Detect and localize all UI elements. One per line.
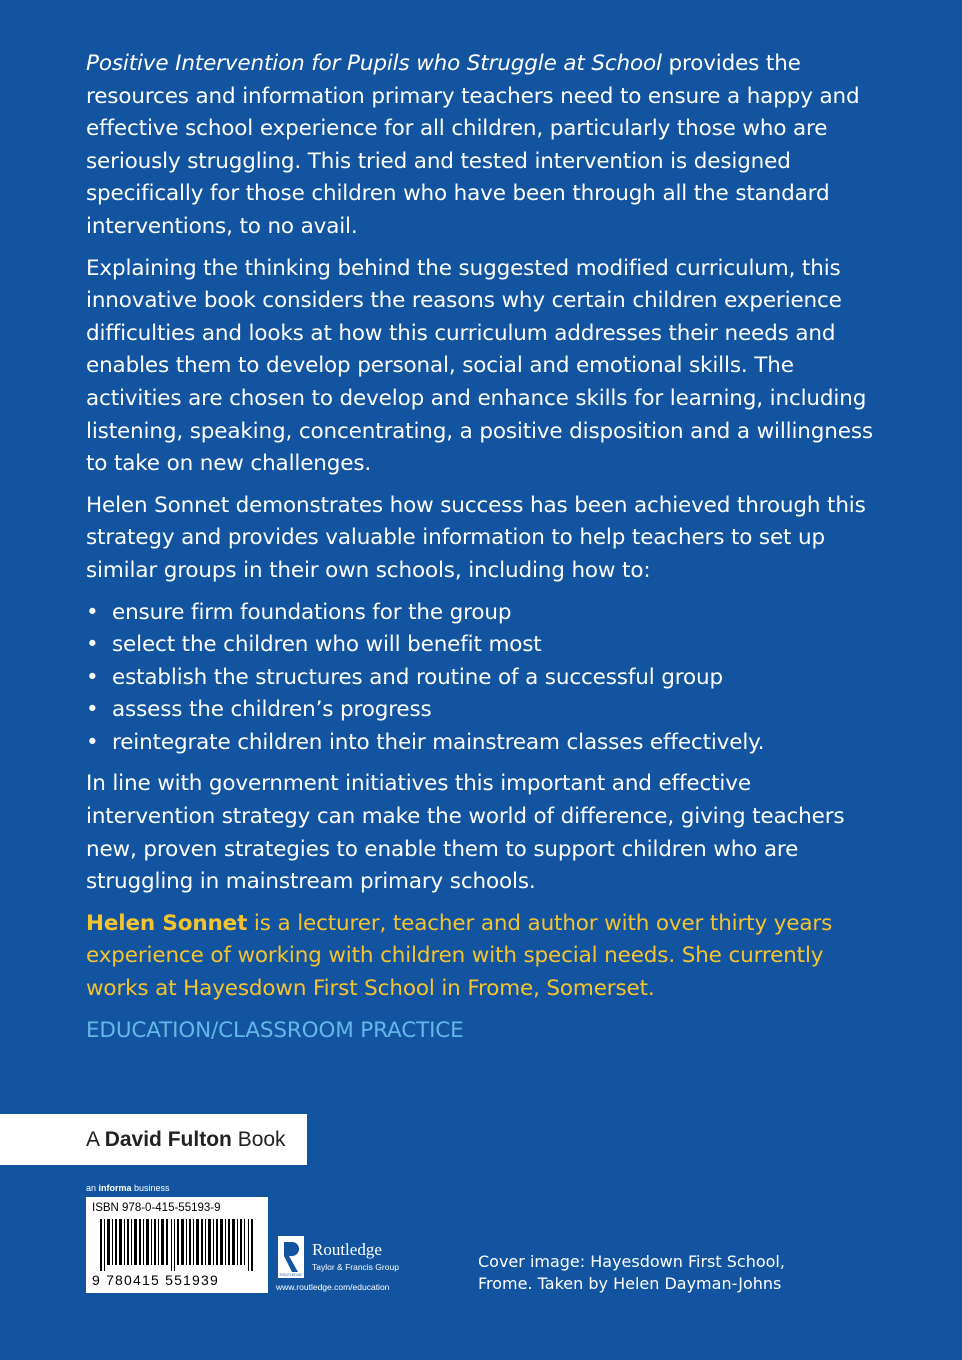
list-item-text: select the children who will benefit most [112,632,542,658]
routledge-r-icon [276,1236,306,1280]
isbn-label: ISBN 978-0-415-55193-9 [92,1202,221,1214]
list-item-text: establish the structures and routine of a successful group [112,664,723,690]
list-item [86,629,886,662]
bullet-icon: • [86,632,99,658]
isbn-barcode [86,1197,268,1293]
paragraph-3: Helen Sonnet demonstrates how success has been achieved through this strategy and provides valuable information to help teachers to set up similar groups in their own schools, including how to: [86,492,866,583]
bullet-icon: • [86,599,99,625]
bullet-list [86,597,886,760]
list-item-text: reintegrate children into their mainstream classes effectively. [112,729,765,755]
informa-logo: informa [98,1183,132,1193]
informa-business-label: an informa business [86,1183,170,1193]
author-bio [86,908,886,1006]
bullet-icon: • [86,697,99,723]
list-item-text: ensure firm foundations for the group [112,599,512,625]
subject-category: EDUCATION/CLASSROOM PRACTICE [86,1017,464,1043]
barcode-icon [92,1219,262,1271]
imprint-prefix: A [86,1128,105,1151]
list-item [86,597,886,630]
paragraph-2: Explaining the thinking behind the suggested modified curriculum, this innovative book considers the reasons why certain children experience difficulties and looks at how this curriculum addresses their needs and enables them to develop personal, social and emotional skills. The activities are chosen to develop and enhance skills for learning, including listening, speaking, concentrating, a positive disposition and a willingness to take on new challenges. [86,255,873,477]
publisher-group: Taylor & Francis Group [312,1262,399,1272]
publisher-url: www.routledge.com/education [276,1282,390,1292]
svg-text:ROUTLEDGE: ROUTLEDGE [280,1273,302,1277]
book-title: Positive Intervention for Pupils who Struggle at School [86,51,662,76]
intro-text: provides the resources and information primary teachers need to ensure a happy and effective school experience for all children, particularly those who are seriously struggling. This tried and tested intervention is designed specifically for those children who have been through all the standard interventions, to no avail. [86,51,860,239]
imprint-label [0,1114,307,1165]
list-item-text: assess the children’s progress [112,697,432,723]
cover-image-credit: Cover image: Hayesdown First School, Frome. Taken by Helen Dayman-Johns [478,1252,785,1293]
author-name: Helen Sonnet [86,910,248,936]
imprint-suffix: Book [231,1128,286,1151]
barcode-digits: 9 780415 551939 [92,1272,219,1288]
publisher-name: Routledge [312,1240,382,1259]
imprint-name: David Fulton [104,1128,232,1151]
bullet-icon: • [86,664,99,690]
publisher-logo [276,1232,476,1296]
list-item [86,662,886,695]
list-item [86,727,886,760]
paragraph-4: In line with government initiatives this important and effective intervention strategy can make the world of difference, giving teachers new, proven strategies to enable them to support children who are struggling in mainstream primary schools. [86,771,845,895]
bullet-icon: • [86,729,99,755]
list-item [86,694,886,727]
author-bio-text: is a lecturer, teacher and author with over thirty years experience of working with children with special needs. She currently works at Hayesdown First School in Frome, Somerset. [86,910,833,1002]
back-cover-blurb [86,48,886,1056]
intro-paragraph [86,48,886,244]
